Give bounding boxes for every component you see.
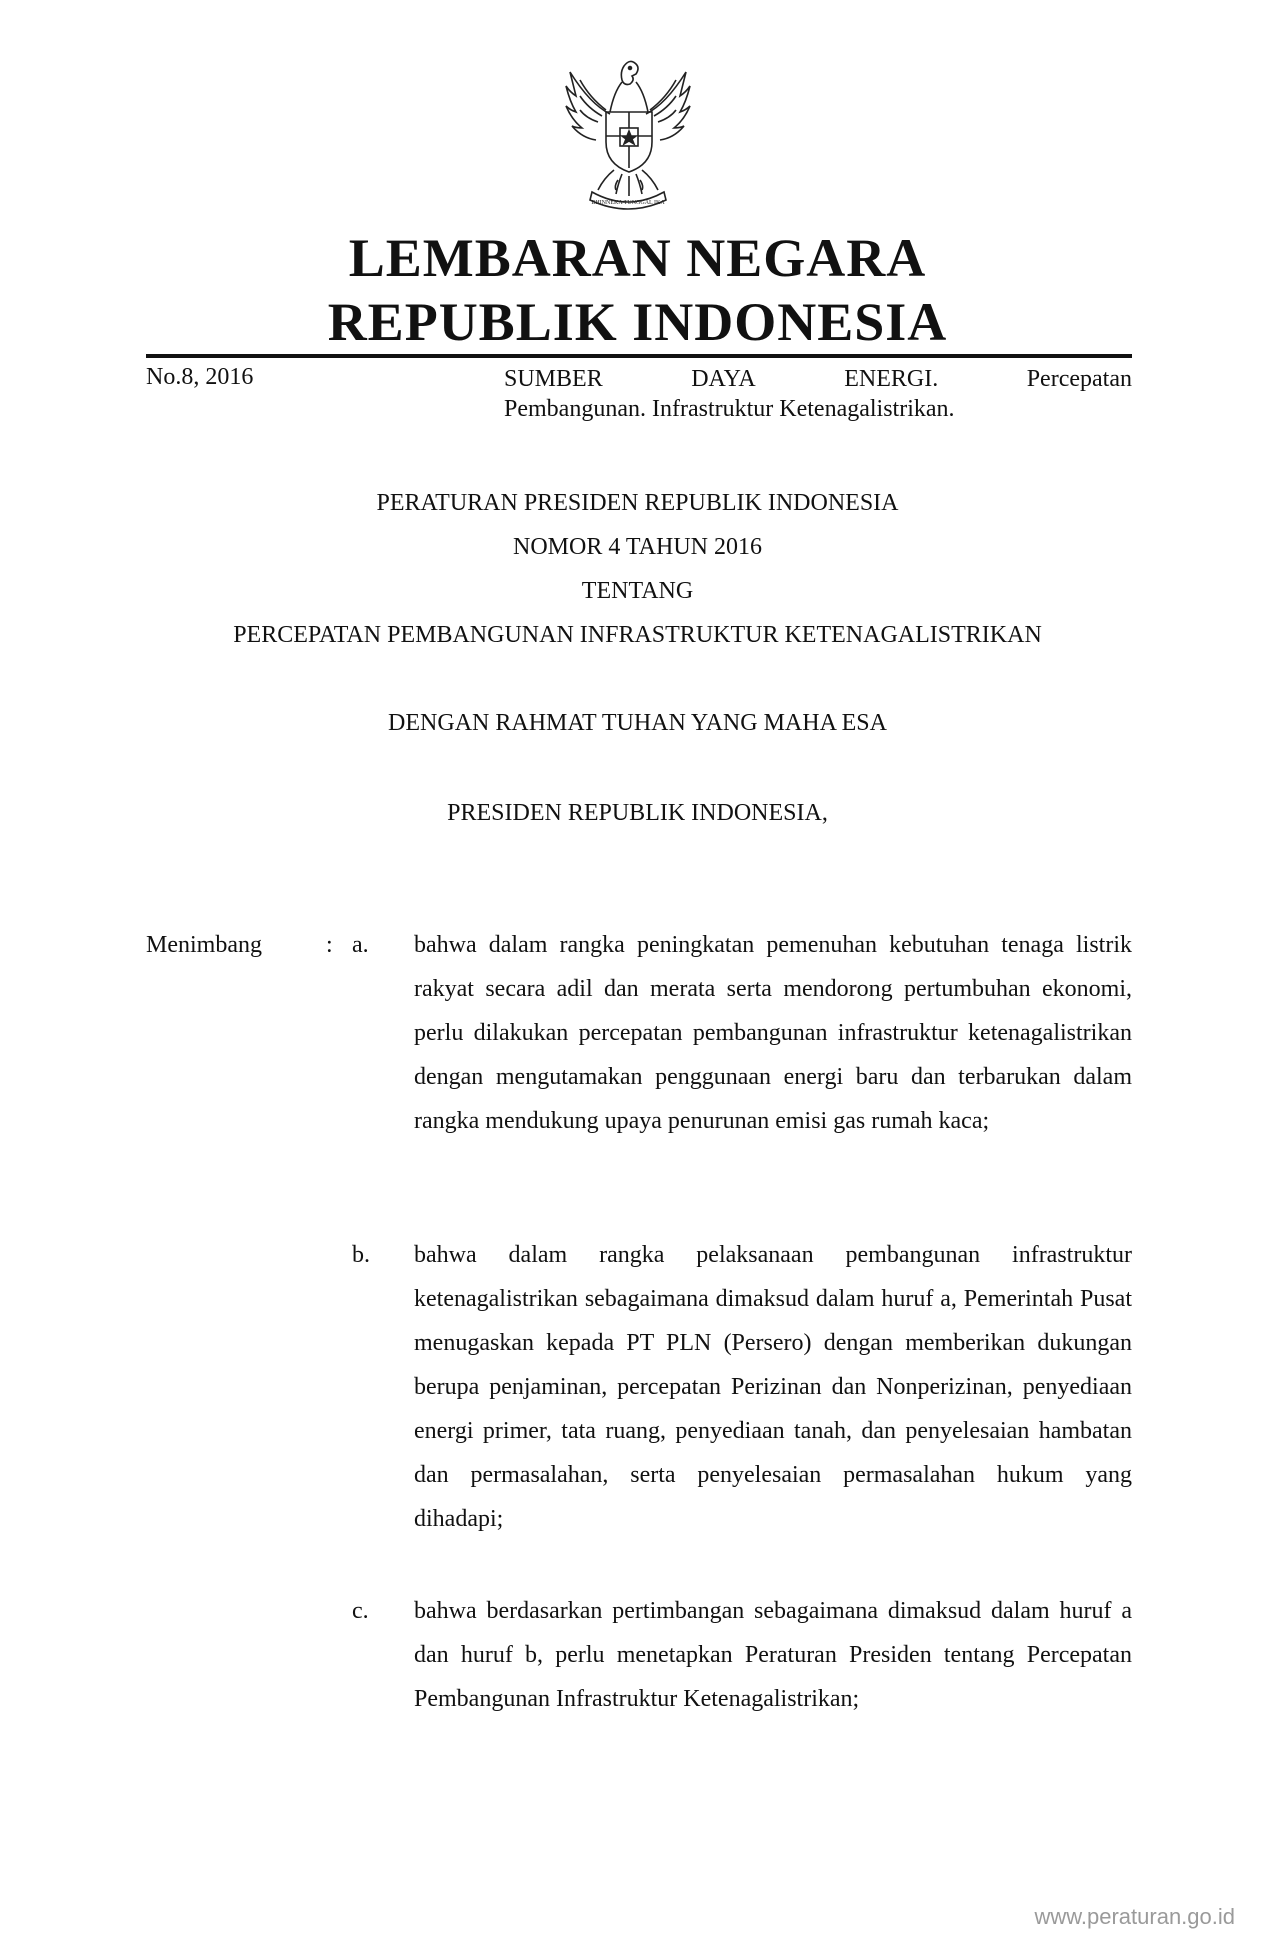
gazette-subject-word: SUMBER: [504, 366, 603, 392]
consideration-text: bahwa dalam rangka pelaksanaan pembangunan infrastruktur ketenagalistrikan sebagaimana dimaksud dalam huruf a, Pemerintah Pusat menugaskan kepada PT PLN (Persero) dengan memberikan dukungan berupa penjaminan, percepatan Perizinan dan Nonperizinan, penyediaan energi primer, tata ruang, penyediaan tanah, dan penyelesaian hambatan dan permasalahan, serta penyelesaian permasalahan hukum yang dihadapi;: [414, 1242, 1132, 1532]
gazette-subject: [504, 364, 1132, 424]
gazette-subject-line1: [504, 364, 1132, 394]
gazette-title-line2: REPUBLIK INDONESIA: [327, 292, 948, 352]
gazette-subject-word: ENERGI.: [844, 366, 939, 392]
regulation-type: PERATURAN PRESIDEN REPUBLIK INDONESIA: [376, 490, 899, 516]
gazette-number: No.8, 2016: [146, 364, 254, 390]
consideration-letter: b.: [352, 1242, 370, 1268]
consideration-letter: c.: [352, 1598, 369, 1624]
header-divider: [146, 354, 1132, 358]
gazette-subject-word: DAYA: [691, 366, 756, 392]
issuer: PRESIDEN REPUBLIK INDONESIA,: [447, 800, 828, 826]
regulation-about: TENTANG: [581, 578, 694, 604]
gazette-title-line1: LEMBARAN NEGARA: [348, 228, 927, 288]
invocation: DENGAN RAHMAT TUHAN YANG MAHA ESA: [388, 710, 887, 736]
considerations-label: Menimbang: [146, 932, 262, 958]
regulation-number: NOMOR 4 TAHUN 2016: [513, 534, 762, 560]
gazette-subject-word: Percepatan: [1026, 366, 1132, 392]
considerations-colon: :: [326, 932, 333, 958]
garuda-pancasila-emblem-icon: [548, 52, 708, 222]
consideration-letter: a.: [352, 932, 369, 958]
svg-text:BHINNEKA TUNGGAL IKA: BHINNEKA TUNGGAL IKA: [591, 200, 665, 206]
source-watermark: www.peraturan.go.id: [1034, 1904, 1235, 1929]
consideration-text: bahwa berdasarkan pertimbangan sebagaimana dimaksud dalam huruf a dan huruf b, perlu menetapkan Peraturan Presiden tentang Percepatan Pembangunan Infrastruktur Ketenagalistrikan;: [414, 1598, 1132, 1712]
consideration-text: bahwa dalam rangka peningkatan pemenuhan kebutuhan tenaga listrik rakyat secara adil dan merata serta mendorong pertumbuhan ekonomi, perlu dilakukan percepatan pembangunan infrastruktur ketenagalistrikan dengan mengutamakan penggunaan energi baru dan terbarukan dalam rangka mendukung upaya penurunan emisi gas rumah kaca;: [414, 932, 1132, 1134]
regulation-subject: PERCEPATAN PEMBANGUNAN INFRASTRUKTUR KETENAGALISTRIKAN: [233, 622, 1042, 648]
gazette-subject-line2: Pembangunan. Infrastruktur Ketenagalistrikan.: [504, 396, 955, 422]
